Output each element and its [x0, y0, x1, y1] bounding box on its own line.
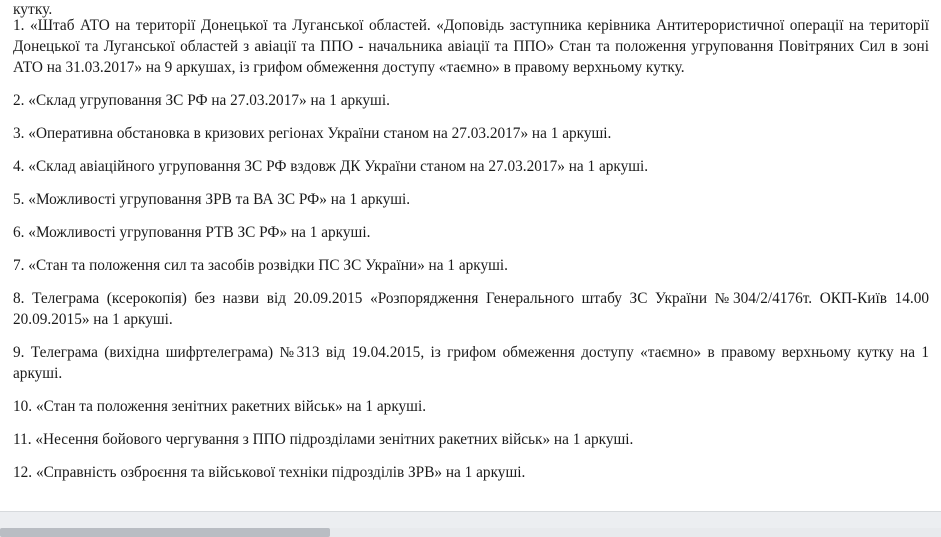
document-paragraph-12: 12. «Справність озброєння та військової техніки підрозділів ЗРВ» на 1 аркуші.	[13, 464, 526, 481]
document-paragraph-11: 11. «Несення бойового чергування з ППО підрозділами зенітних ракетних військ» на 1 аркуші.	[13, 431, 634, 448]
document-paragraph-10: 10. «Стан та положення зенітних ракетних військ» на 1 аркуші.	[13, 398, 427, 415]
document-paragraph-5: 5. «Можливості угруповання ЗРВ та ВА ЗС РФ» на 1 аркуші.	[13, 191, 411, 208]
document-paragraph-2: 2. «Склад угруповання ЗС РФ на 27.03.2017» на 1 аркуші.	[13, 92, 390, 109]
document-paragraph-4: 4. «Склад авіаційного угруповання ЗС РФ вздовж ДК України станом на 27.03.2017» на 1 аркуші.	[13, 158, 649, 175]
bottom-toolbar	[0, 511, 941, 537]
horizontal-scrollbar-thumb[interactable]	[0, 528, 330, 537]
document-paragraph-3: 3. «Оперативна обстановка в кризових регіонах України станом на 27.03.2017» на 1 аркуші.	[13, 125, 612, 142]
horizontal-scrollbar-track[interactable]	[0, 528, 941, 537]
document-paragraph-9: 9. Телеграма (вихідна шифртелеграма) №313 від 19.04.2015, із грифом обмеження доступу «таємно» в правому верхньому кутку на 1 аркуші.	[13, 344, 929, 382]
document-paragraph-7: 7. «Стан та положення сил та засобів розвідки ПС ЗС України» на 1 аркуші.	[13, 257, 508, 274]
clipped-top-line: кутку.	[13, 1, 53, 18]
document-paragraph-6: 6. «Можливості угруповання РТВ ЗС РФ» на 1 аркуші.	[13, 224, 371, 241]
document-paragraph-1: 1. «Штаб АТО на території Донецької та Луганської областей. «Доповідь заступника керівника Антитерористичної операції на території Донецької та Луганської областей з авіації та ППО - начальника авіації та ППО» Стан та положення угруповання Повітряних Сил в зоні АТО на 31.03.2017» на 9 аркушах, із грифом обмеження доступу «таємно» в правому верхньому кутку.	[13, 17, 929, 76]
document-paragraph-8: 8. Телеграма (ксерокопія) без назви від 20.09.2015 «Розпорядження Генерального штабу ЗС України №304/2/4176т. ОКП-Київ 14.00 20.09.2015» на 1 аркуші.	[13, 290, 929, 328]
